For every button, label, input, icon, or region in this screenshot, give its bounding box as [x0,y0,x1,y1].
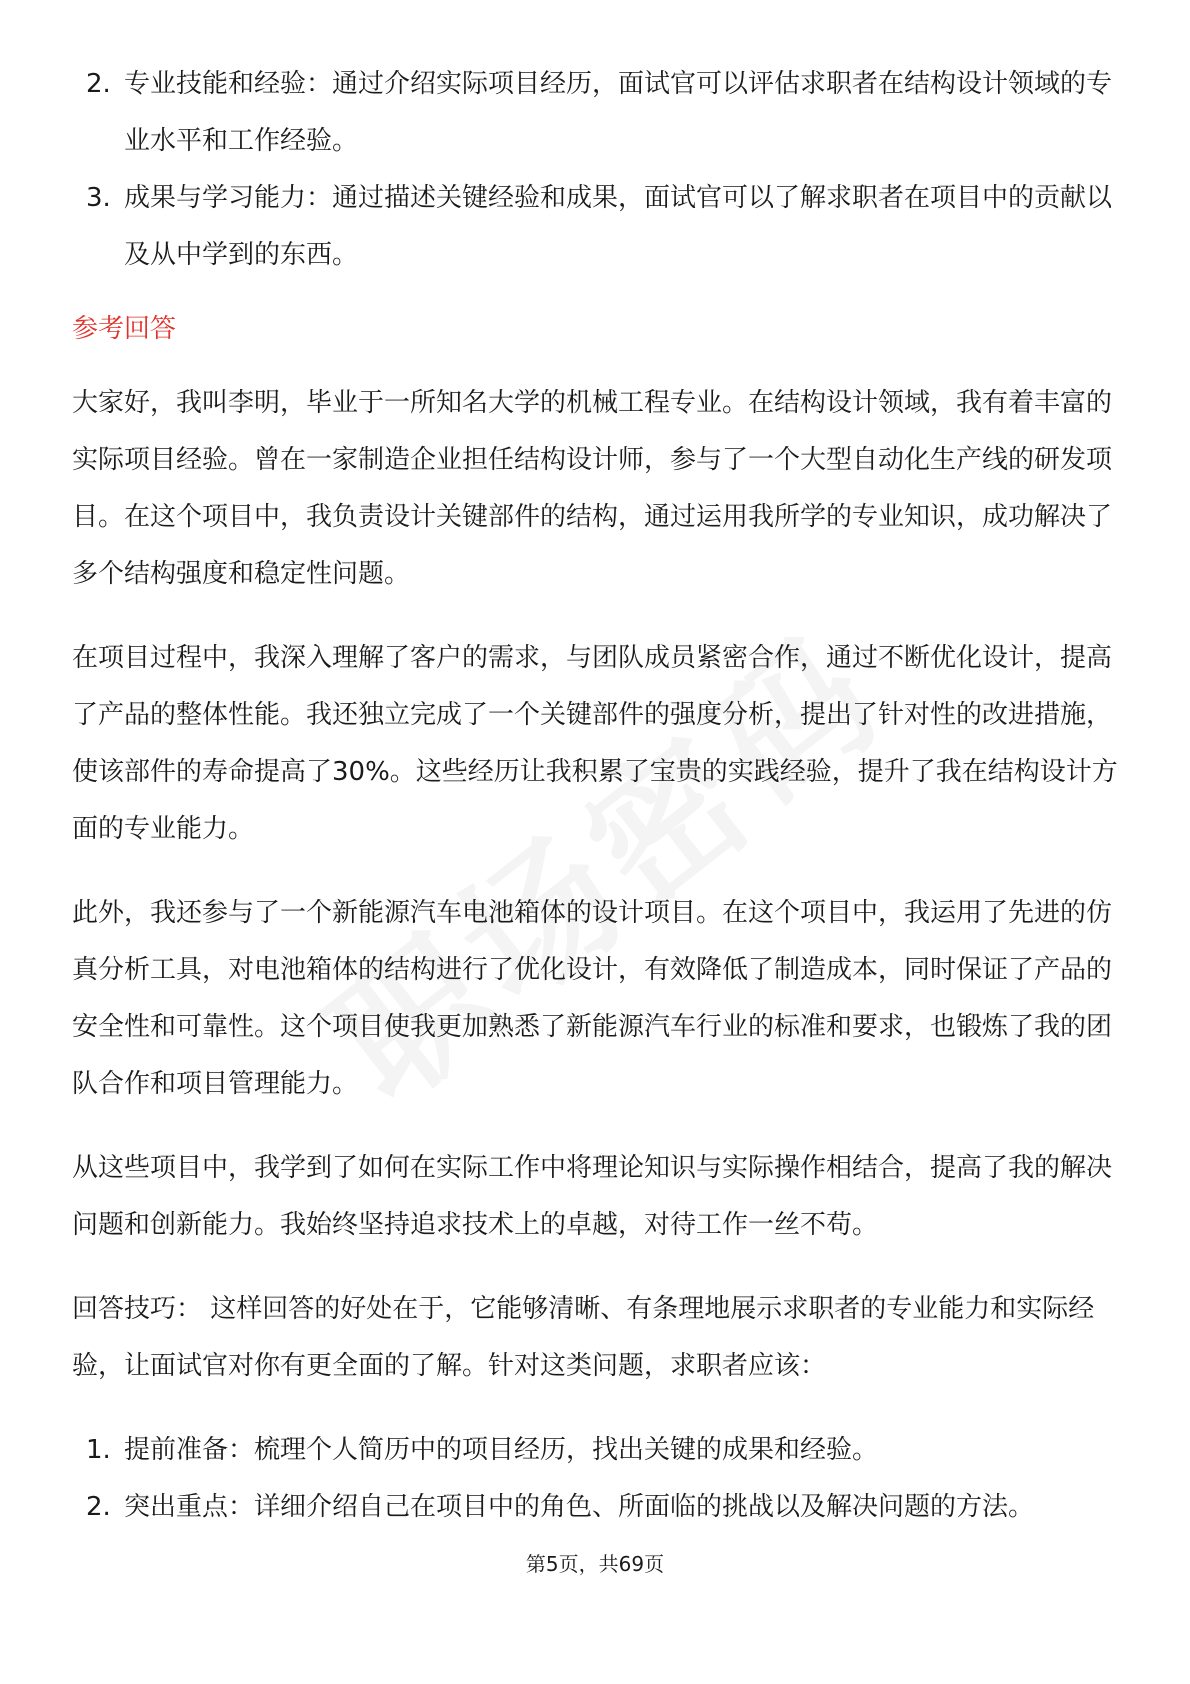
list-number: 2. [86,69,111,99]
list-item [72,170,1122,284]
section-heading-reference-answer: 参考回答 [72,314,177,344]
bottom-numbered-list [72,1422,1122,1536]
answer-paragraph: 大家好，我叫李明，毕业于一所知名大学的机械工程专业。在结构设计领域，我有着丰富的实际项目经验。曾在一家制造企业担任结构设计师，参与了一个大型自动化生产线的研发项目。在这个项目中，我负责设计关键部件的结构，通过运用我所学的专业知识，成功解决了多个结构强度和稳定性问题。 [72,388,1113,589]
list-number: 2. [86,1492,111,1522]
list-item [72,1422,1122,1479]
list-item [72,1479,1122,1536]
answer-paragraph: 在项目过程中，我深入理解了客户的需求，与团队成员紧密合作，通过不断优化设计，提高了产品的整体性能。我还独立完成了一个关键部件的强度分析，提出了针对性的改进措施，使该部件的寿命提高了30%。这些经历让我积累了宝贵的实践经验，提升了我在结构设计方面的专业能力。 [72,643,1118,844]
answer-paragraph: 此外，我还参与了一个新能源汽车电池箱体的设计项目。在这个项目中，我运用了先进的仿真分析工具，对电池箱体的结构进行了优化设计，有效降低了制造成本，同时保证了产品的安全性和可靠性。这个项目使我更加熟悉了新能源汽车行业的标准和要求，也锻炼了我的团队合作和项目管理能力。 [72,898,1113,1099]
list-item-text: 成果与学习能力：通过描述关键经验和成果，面试官可以了解求职者在项目中的贡献以及从中学到的东西。 [124,183,1113,270]
list-item-text: 突出重点：详细介绍自己在项目中的角色、所面临的挑战以及解决问题的方法。 [124,1492,1035,1522]
answer-paragraph: 从这些项目中，我学到了如何在实际工作中将理论知识与实际操作相结合，提高了我的解决问题和创新能力。我始终坚持追求技术上的卓越，对待工作一丝不苟。 [72,1153,1113,1240]
list-number: 1. [86,1435,111,1465]
list-item [72,56,1122,170]
list-item-text: 专业技能和经验：通过介绍实际项目经历，面试官可以评估求职者在结构设计领域的专业水平和工作经验。 [124,69,1113,156]
list-item-text: 提前准备：梳理个人简历中的项目经历，找出关键的成果和经验。 [124,1435,879,1465]
document-content [72,56,1122,1536]
list-number: 3. [86,183,111,213]
top-numbered-list [72,56,1122,284]
tips-paragraph: 回答技巧： 这样回答的好处在于，它能够清晰、有条理地展示求职者的专业能力和实际经验，让面试官对你有更全面的了解。针对这类问题，求职者应该： [72,1294,1095,1381]
page-number-footer: 第5页，共69页 [525,1552,665,1576]
